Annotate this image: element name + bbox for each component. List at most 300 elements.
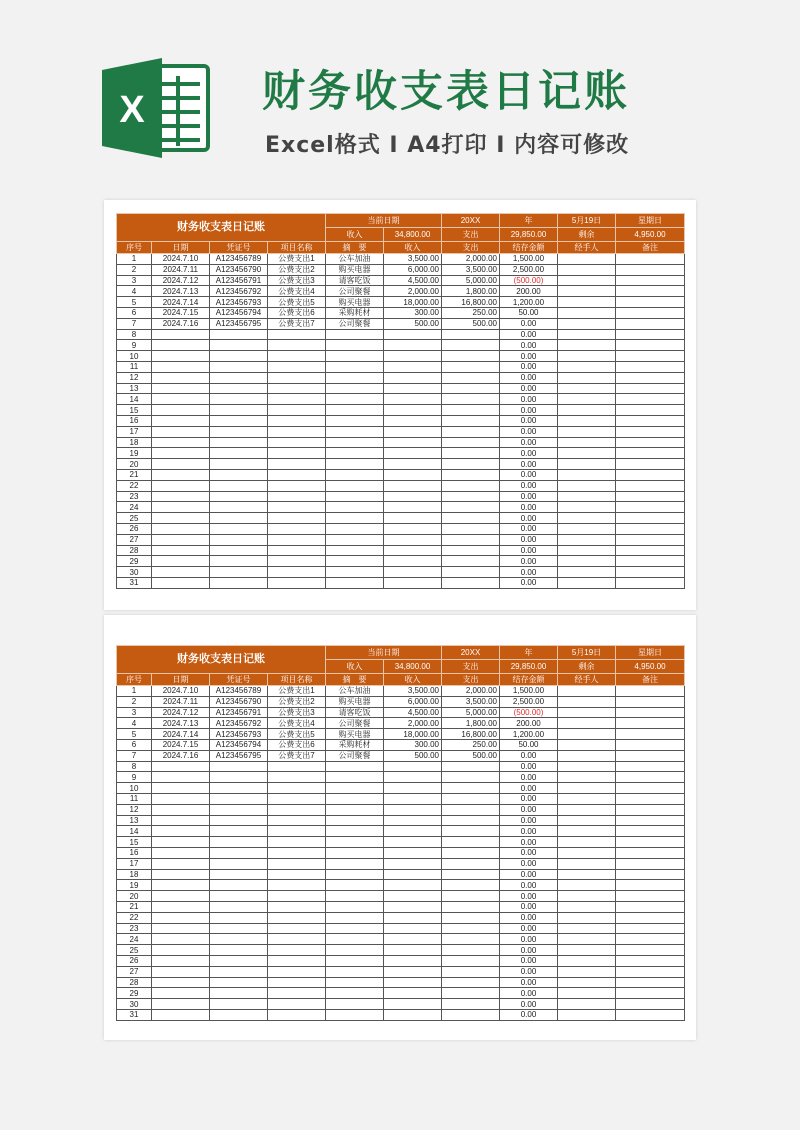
table-cell: [210, 372, 268, 383]
table-cell: [384, 1009, 442, 1020]
table-cell: 25: [117, 945, 152, 956]
table-cell: [268, 448, 326, 459]
table-cell: 2,000.00: [442, 254, 500, 265]
table-cell: (500.00): [500, 707, 558, 718]
table-row: [117, 513, 685, 524]
table-cell: 公费支出5: [268, 729, 326, 740]
table-cell: 公费支出3: [268, 707, 326, 718]
table-cell: A123456793: [210, 297, 268, 308]
table-cell: 0.00: [500, 945, 558, 956]
table-cell: [558, 426, 616, 437]
table-cell: [616, 513, 685, 524]
table-cell: [326, 329, 384, 340]
table-cell: [268, 999, 326, 1010]
table-cell: 0.00: [500, 448, 558, 459]
table-cell: A123456792: [210, 286, 268, 297]
table-cell: 3,500.00: [442, 696, 500, 707]
table-cell: [442, 426, 500, 437]
table-row: [117, 372, 685, 383]
table-cell: [616, 534, 685, 545]
table-cell: 2,500.00: [500, 264, 558, 275]
table-cell: [616, 750, 685, 761]
table-cell: 3,500.00: [442, 264, 500, 275]
table-row: [117, 264, 685, 275]
table-cell: 2024.7.16: [152, 750, 210, 761]
table-cell: [152, 394, 210, 405]
table-cell: [268, 783, 326, 794]
table-cell: [268, 415, 326, 426]
table-cell: [210, 869, 268, 880]
table-cell: 0.00: [500, 577, 558, 588]
table-cell: [384, 577, 442, 588]
table-cell: [152, 988, 210, 999]
table-cell: [326, 934, 384, 945]
ledger-title: 财务收支表日记账: [117, 214, 326, 242]
table-cell: [442, 772, 500, 783]
table-cell: 29: [117, 988, 152, 999]
table-cell: 11: [117, 361, 152, 372]
table-cell: 23: [117, 491, 152, 502]
table-cell: [558, 254, 616, 265]
income-label: 收入: [326, 660, 384, 674]
table-cell: 17: [117, 426, 152, 437]
table-row: [117, 793, 685, 804]
table-cell: [558, 405, 616, 416]
table-cell: [268, 869, 326, 880]
table-cell: [558, 858, 616, 869]
table-cell: 0.00: [500, 783, 558, 794]
table-cell: 22: [117, 912, 152, 923]
table-cell: 15: [117, 837, 152, 848]
table-row: [117, 415, 685, 426]
table-row: [117, 966, 685, 977]
table-row: [117, 567, 685, 578]
table-row: [117, 394, 685, 405]
year-label: 年: [500, 646, 558, 660]
table-cell: [210, 534, 268, 545]
table-row: [117, 426, 685, 437]
table-cell: [268, 988, 326, 999]
table-cell: [616, 923, 685, 934]
ledger-table: [116, 645, 685, 1021]
table-cell: 0.00: [500, 901, 558, 912]
table-cell: [558, 686, 616, 697]
table-cell: [152, 783, 210, 794]
table-cell: [384, 394, 442, 405]
table-cell: [442, 459, 500, 470]
table-row: [117, 254, 685, 265]
table-cell: [210, 448, 268, 459]
table-cell: [442, 534, 500, 545]
column-header: 日期: [152, 242, 210, 254]
table-cell: [442, 815, 500, 826]
table-cell: [442, 340, 500, 351]
table-cell: 2: [117, 264, 152, 275]
column-header: 凭证号: [210, 242, 268, 254]
table-cell: 19: [117, 880, 152, 891]
table-cell: 购买电器: [326, 264, 384, 275]
table-cell: 3,500.00: [384, 686, 442, 697]
table-cell: [616, 448, 685, 459]
table-row: [117, 847, 685, 858]
table-cell: [326, 383, 384, 394]
table-cell: 12: [117, 372, 152, 383]
table-cell: [384, 361, 442, 372]
month-day-value: 5月19日: [558, 214, 616, 228]
table-cell: [268, 437, 326, 448]
table-cell: 14: [117, 394, 152, 405]
table-cell: [616, 264, 685, 275]
table-cell: 2024.7.13: [152, 718, 210, 729]
table-cell: [152, 912, 210, 923]
table-cell: [268, 955, 326, 966]
table-row: [117, 556, 685, 567]
table-cell: [384, 448, 442, 459]
table-cell: [210, 405, 268, 416]
table-cell: [210, 556, 268, 567]
table-cell: 公费支出2: [268, 264, 326, 275]
table-cell: 15: [117, 405, 152, 416]
table-cell: 公费支出4: [268, 718, 326, 729]
table-cell: [326, 480, 384, 491]
table-cell: 2024.7.15: [152, 307, 210, 318]
table-cell: 0.00: [500, 815, 558, 826]
table-cell: [616, 556, 685, 567]
table-cell: 0.00: [500, 793, 558, 804]
ledger-header-row: [117, 646, 685, 660]
table-cell: [558, 793, 616, 804]
table-cell: [152, 351, 210, 362]
table-cell: [268, 405, 326, 416]
table-cell: [616, 426, 685, 437]
table-cell: [616, 869, 685, 880]
table-cell: [384, 912, 442, 923]
table-cell: 公车加油: [326, 686, 384, 697]
table-cell: [616, 772, 685, 783]
expense-label: 支出: [442, 228, 500, 242]
table-cell: [210, 351, 268, 362]
table-cell: 0.00: [500, 329, 558, 340]
table-cell: [442, 491, 500, 502]
table-cell: [210, 858, 268, 869]
table-cell: [558, 761, 616, 772]
table-cell: [558, 999, 616, 1010]
table-cell: [268, 534, 326, 545]
table-cell: [616, 739, 685, 750]
table-cell: 采购耗材: [326, 739, 384, 750]
table-cell: 请客吃饭: [326, 275, 384, 286]
table-cell: 25: [117, 513, 152, 524]
table-cell: [152, 383, 210, 394]
table-cell: [558, 534, 616, 545]
table-row: [117, 577, 685, 588]
table-cell: 50.00: [500, 307, 558, 318]
table-cell: [558, 297, 616, 308]
table-row: [117, 351, 685, 362]
table-cell: [152, 869, 210, 880]
table-row: [117, 361, 685, 372]
table-cell: [268, 513, 326, 524]
table-cell: 2024.7.11: [152, 264, 210, 275]
table-cell: [558, 815, 616, 826]
table-cell: [616, 491, 685, 502]
table-cell: [616, 372, 685, 383]
table-cell: [442, 394, 500, 405]
table-cell: [616, 307, 685, 318]
table-cell: [152, 437, 210, 448]
table-cell: [616, 988, 685, 999]
table-row: [117, 523, 685, 534]
table-cell: [384, 567, 442, 578]
table-cell: 8: [117, 761, 152, 772]
table-cell: 4,500.00: [384, 275, 442, 286]
table-row: [117, 901, 685, 912]
table-row: [117, 707, 685, 718]
table-cell: [326, 1009, 384, 1020]
table-cell: [326, 772, 384, 783]
table-cell: [210, 523, 268, 534]
table-cell: [210, 415, 268, 426]
table-cell: [558, 977, 616, 988]
table-cell: [558, 383, 616, 394]
table-cell: 公费支出3: [268, 275, 326, 286]
table-cell: [268, 394, 326, 405]
table-row: [117, 772, 685, 783]
table-cell: [268, 804, 326, 815]
table-cell: [616, 912, 685, 923]
table-cell: [210, 329, 268, 340]
table-cell: [558, 750, 616, 761]
table-cell: [152, 448, 210, 459]
table-cell: [442, 1009, 500, 1020]
table-cell: [326, 567, 384, 578]
table-cell: [442, 912, 500, 923]
table-cell: 0.00: [500, 923, 558, 934]
table-cell: [384, 351, 442, 362]
table-cell: [268, 1009, 326, 1020]
table-cell: A123456791: [210, 707, 268, 718]
table-cell: 0.00: [500, 837, 558, 848]
table-cell: [210, 340, 268, 351]
table-cell: [326, 448, 384, 459]
table-cell: [152, 372, 210, 383]
table-cell: [210, 437, 268, 448]
table-cell: [616, 783, 685, 794]
table-cell: 7: [117, 750, 152, 761]
table-cell: [384, 480, 442, 491]
table-cell: [558, 869, 616, 880]
table-cell: [442, 880, 500, 891]
table-cell: 公费支出1: [268, 254, 326, 265]
table-cell: 公费支出6: [268, 739, 326, 750]
table-cell: [558, 480, 616, 491]
table-cell: 0.00: [500, 340, 558, 351]
table-cell: 250.00: [442, 739, 500, 750]
table-cell: 采购耗材: [326, 307, 384, 318]
table-cell: [152, 761, 210, 772]
table-cell: [152, 567, 210, 578]
table-cell: 200.00: [500, 286, 558, 297]
table-cell: [616, 318, 685, 329]
table-cell: [558, 545, 616, 556]
table-row: [117, 297, 685, 308]
table-cell: [558, 955, 616, 966]
table-cell: [558, 502, 616, 513]
table-cell: 18,000.00: [384, 297, 442, 308]
table-row: [117, 275, 685, 286]
table-row: [117, 804, 685, 815]
table-cell: [384, 945, 442, 956]
table-cell: 31: [117, 577, 152, 588]
table-cell: [326, 545, 384, 556]
table-cell: 0.00: [500, 988, 558, 999]
table-cell: [384, 469, 442, 480]
table-cell: 11: [117, 793, 152, 804]
table-cell: [616, 523, 685, 534]
table-cell: [152, 415, 210, 426]
table-cell: A123456795: [210, 318, 268, 329]
table-cell: [210, 901, 268, 912]
table-cell: [210, 394, 268, 405]
table-cell: [326, 923, 384, 934]
table-cell: [442, 858, 500, 869]
table-cell: [326, 372, 384, 383]
table-cell: [442, 934, 500, 945]
table-row: [117, 502, 685, 513]
table-cell: 16: [117, 415, 152, 426]
table-cell: [152, 891, 210, 902]
table-cell: [384, 847, 442, 858]
table-row: [117, 912, 685, 923]
table-cell: [326, 804, 384, 815]
table-cell: [616, 707, 685, 718]
table-cell: 0.00: [500, 383, 558, 394]
table-cell: [442, 793, 500, 804]
page-subtitle: Excel格式 I A4打印 I 内容可修改: [265, 133, 630, 158]
table-cell: [558, 966, 616, 977]
table-cell: 5: [117, 297, 152, 308]
table-cell: A123456794: [210, 307, 268, 318]
table-row: [117, 837, 685, 848]
table-cell: [616, 880, 685, 891]
table-cell: 6: [117, 307, 152, 318]
table-cell: 0.00: [500, 966, 558, 977]
table-row: [117, 977, 685, 988]
table-cell: [152, 826, 210, 837]
table-cell: 0.00: [500, 869, 558, 880]
table-cell: [442, 545, 500, 556]
table-cell: A123456789: [210, 254, 268, 265]
income-label: 收入: [326, 228, 384, 242]
table-cell: [616, 459, 685, 470]
table-cell: [152, 361, 210, 372]
table-cell: [442, 869, 500, 880]
table-cell: 7: [117, 318, 152, 329]
table-cell: 0.00: [500, 880, 558, 891]
table-cell: [210, 383, 268, 394]
table-cell: 16: [117, 847, 152, 858]
table-cell: [616, 351, 685, 362]
table-cell: 2024.7.10: [152, 686, 210, 697]
table-cell: [268, 383, 326, 394]
table-cell: 6,000.00: [384, 696, 442, 707]
table-row: [117, 783, 685, 794]
table-row: [117, 739, 685, 750]
month-day-value: 5月19日: [558, 646, 616, 660]
table-cell: 2024.7.12: [152, 275, 210, 286]
table-cell: [326, 869, 384, 880]
table-cell: 1: [117, 686, 152, 697]
table-cell: 12: [117, 804, 152, 815]
table-cell: [616, 329, 685, 340]
table-cell: [210, 772, 268, 783]
income-total: 34,800.00: [384, 228, 442, 242]
table-row: [117, 448, 685, 459]
table-cell: [616, 361, 685, 372]
table-cell: 250.00: [442, 307, 500, 318]
table-cell: 13: [117, 383, 152, 394]
table-cell: 10: [117, 783, 152, 794]
table-cell: [210, 469, 268, 480]
table-cell: [326, 534, 384, 545]
table-cell: [384, 502, 442, 513]
table-cell: [326, 513, 384, 524]
table-cell: 公司聚餐: [326, 718, 384, 729]
table-cell: [616, 955, 685, 966]
table-row: [117, 340, 685, 351]
table-cell: 20: [117, 891, 152, 902]
table-cell: [326, 977, 384, 988]
table-cell: [442, 437, 500, 448]
year-label: 年: [500, 214, 558, 228]
table-cell: [268, 837, 326, 848]
table-cell: A123456790: [210, 696, 268, 707]
table-cell: [558, 912, 616, 923]
table-cell: [558, 804, 616, 815]
table-cell: [442, 891, 500, 902]
table-cell: [210, 945, 268, 956]
table-cell: [268, 934, 326, 945]
table-cell: 1,200.00: [500, 297, 558, 308]
table-cell: 6,000.00: [384, 264, 442, 275]
column-header: 项目名称: [268, 242, 326, 254]
table-cell: 0.00: [500, 847, 558, 858]
table-row: [117, 545, 685, 556]
table-cell: 公费支出5: [268, 297, 326, 308]
table-cell: 30: [117, 999, 152, 1010]
table-cell: [152, 491, 210, 502]
table-cell: [384, 966, 442, 977]
table-cell: [152, 556, 210, 567]
table-cell: [442, 826, 500, 837]
table-cell: [326, 426, 384, 437]
table-cell: [326, 405, 384, 416]
table-cell: [326, 351, 384, 362]
table-cell: [442, 502, 500, 513]
table-cell: [210, 793, 268, 804]
table-cell: [210, 880, 268, 891]
table-cell: [152, 858, 210, 869]
table-cell: 公费支出1: [268, 686, 326, 697]
table-cell: [616, 858, 685, 869]
table-row: [117, 696, 685, 707]
table-cell: [616, 394, 685, 405]
table-cell: [268, 966, 326, 977]
table-cell: 1,800.00: [442, 718, 500, 729]
table-cell: 公费支出7: [268, 750, 326, 761]
table-cell: [558, 707, 616, 718]
table-cell: [152, 405, 210, 416]
